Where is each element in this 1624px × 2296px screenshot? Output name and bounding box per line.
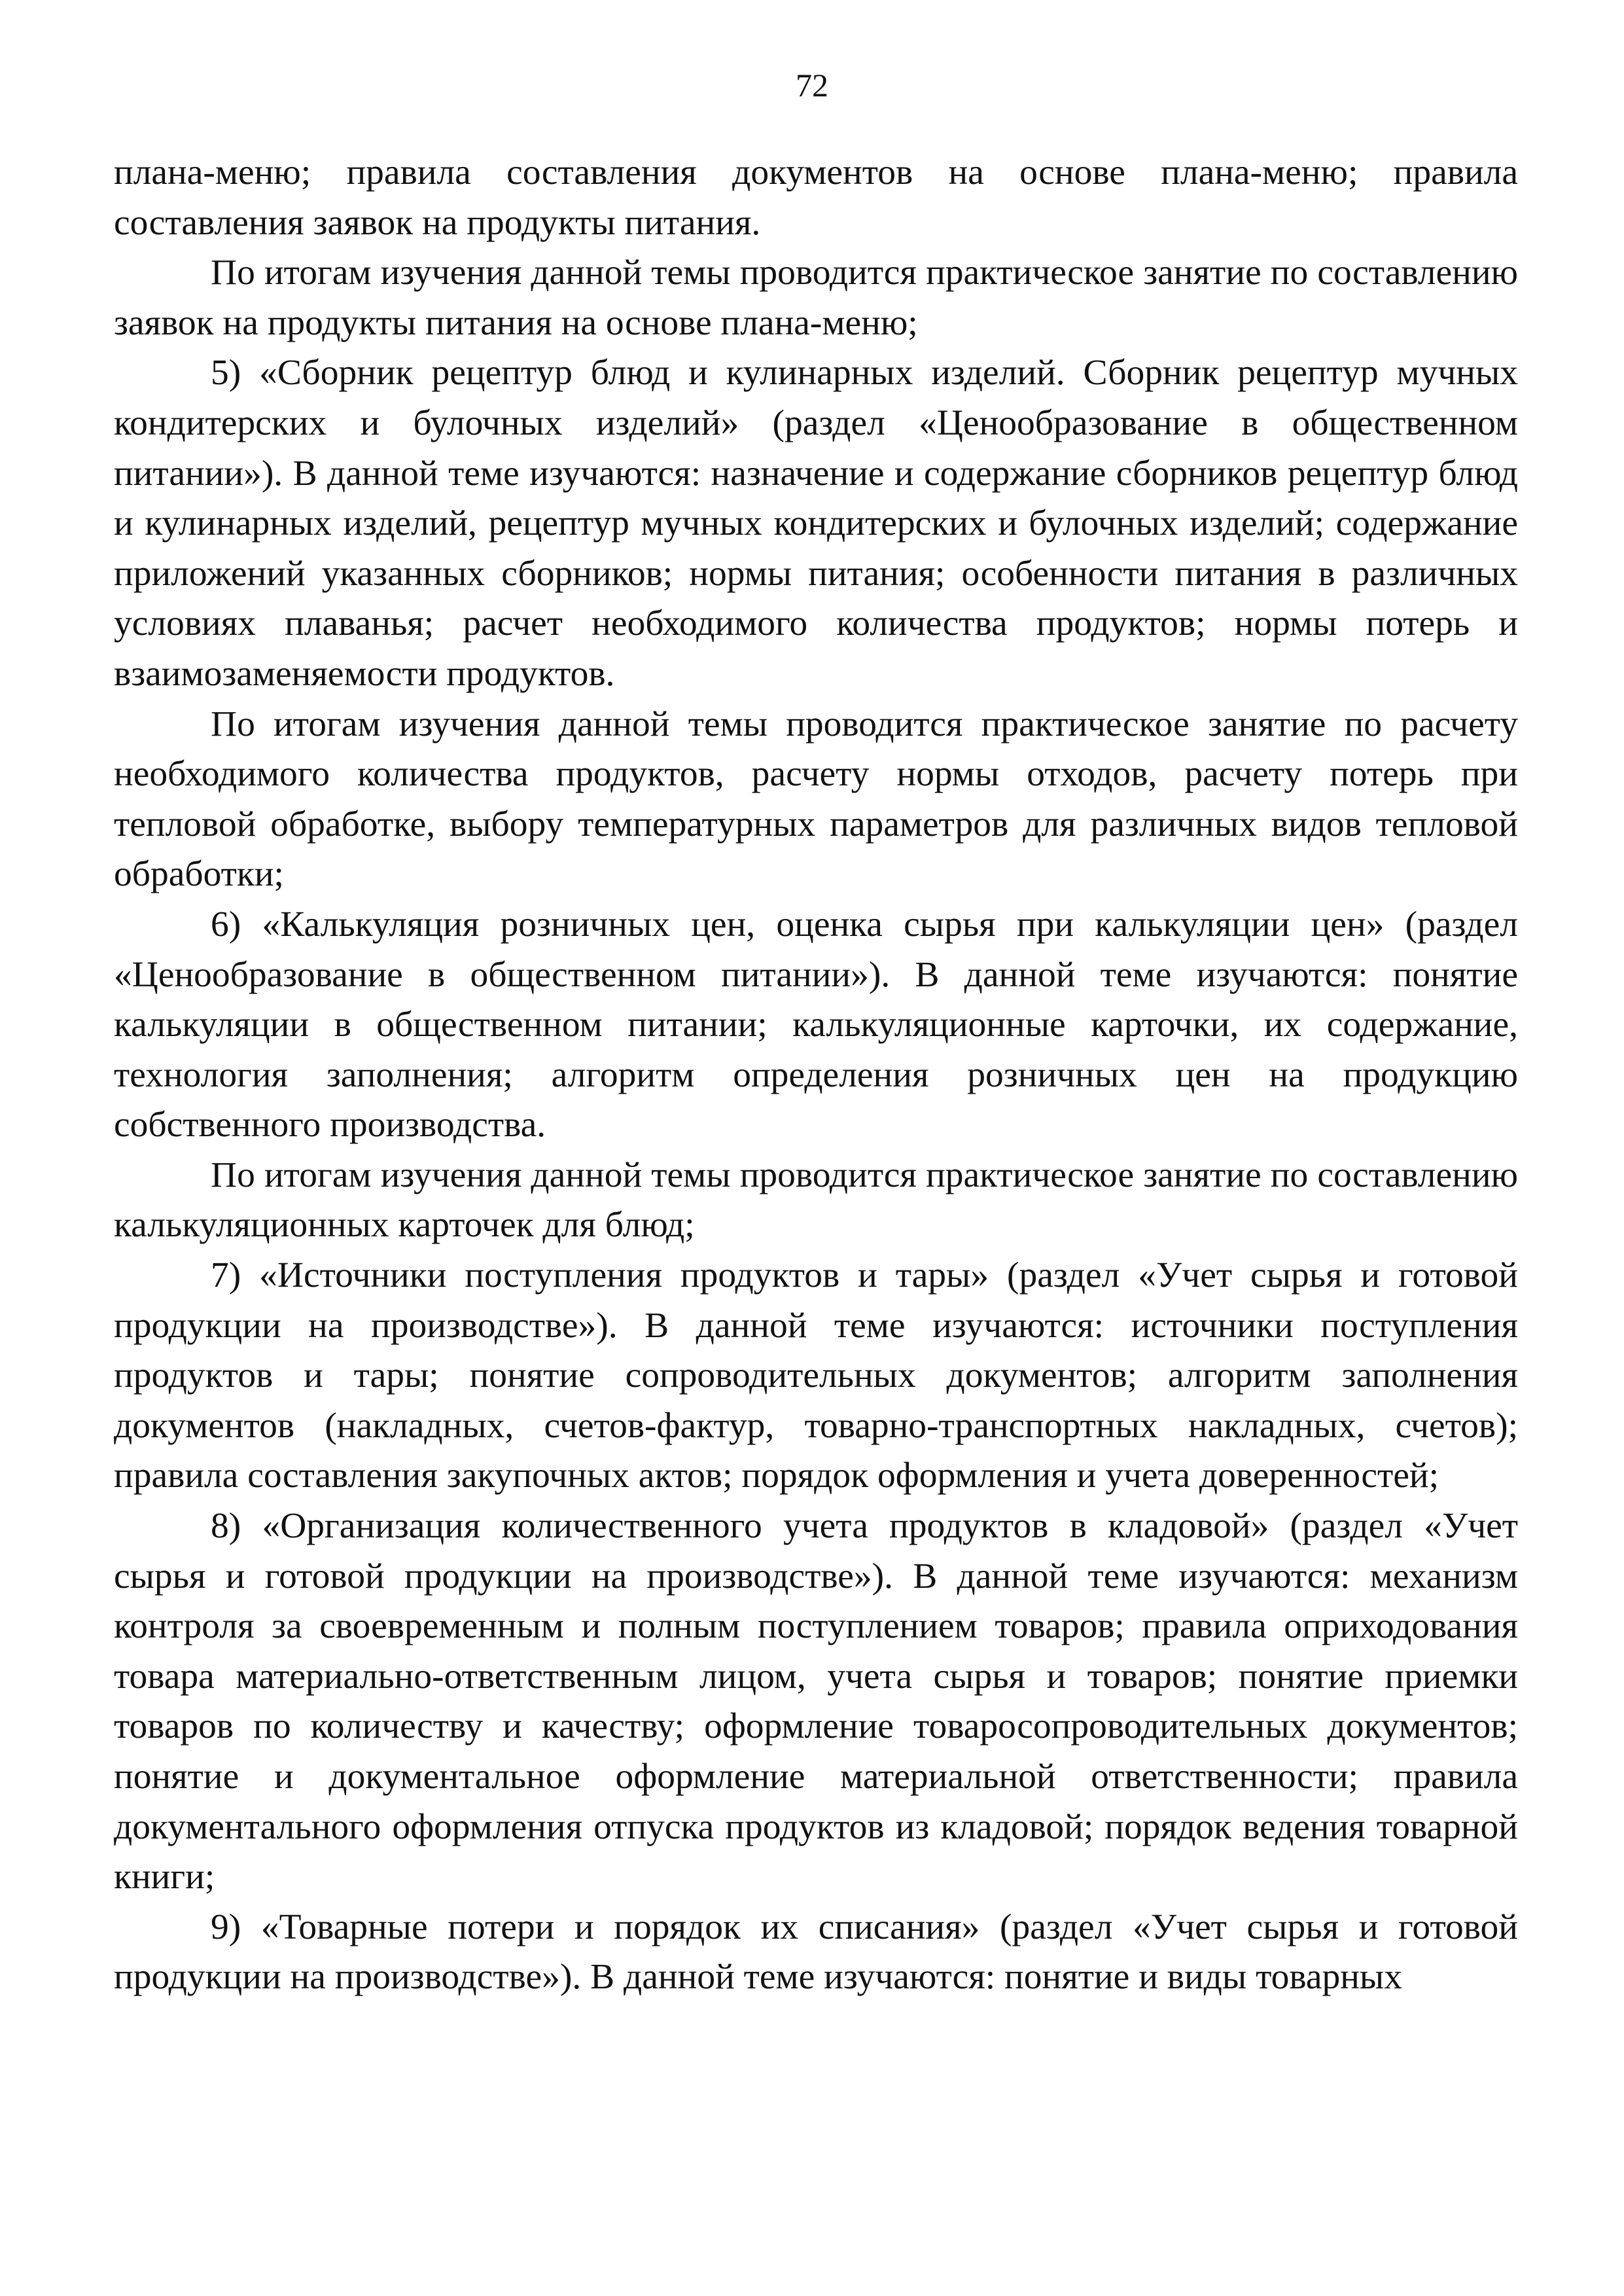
paragraph-6: По итогам изучения данной темы проводится практическое занятие по составлению калькуляционных карточек для блюд; [114, 1155, 1518, 1246]
paragraph-7: 7) «Источники поступления продуктов и тары» (раздел «Учет сырья и готовой продукции на производстве»). В данной теме изучаются: источники поступления продуктов и тары; понятие сопроводительных документов; алгоритм заполнения документов (накладных, счетов-фактур, товарно-транспортных накладных, счетов); правила составления закупочных актов; порядок оформления и учета доверенностей; [114, 1255, 1518, 1496]
paragraph-4: По итогам изучения данной темы проводится практическое занятие по расчету необходимого количества продуктов, расчету нормы отходов, расчету потерь при тепловой обработке, выбору температурных параметров для различных видов тепловой обработки; [114, 704, 1518, 895]
body-text [114, 148, 1518, 2003]
page-number: 72 [796, 67, 828, 103]
paragraph-2: По итогам изучения данной темы проводится практическое занятие по составлению заявок на продукты питания на основе плана-меню; [114, 253, 1518, 343]
paragraph-8: 8) «Организация количественного учета продуктов в кладовой» (раздел «Учет сырья и готовой продукции на производстве»). В данной теме изучаются: механизм контроля за своевременным и полным поступлением товаров; правила оприходования товара материально-ответственным лицом, учета сырья и товаров; понятие приемки товаров по количеству и качеству; оформление товаросопроводительных документов; понятие и документальное оформление материальной ответственности; правила документального оформления отпуска продуктов из кладовой; порядок ведения товарной книги; [114, 1506, 1518, 1897]
paragraph-1: плана-меню; правила составления документов на основе плана-меню; правила составления заявок на продукты питания. [114, 152, 1518, 243]
paragraph-3: 5) «Сборник рецептур блюд и кулинарных изделий. Сборник рецептур мучных кондитерских и булочных изделий» (раздел «Ценообразование в общественном питании»). В данной теме изучаются: назначение и содержание сборников рецептур блюд и кулинарных изделий, рецептур мучных кондитерских и булочных изделий; содержание приложений указанных сборников; нормы питания; особенности питания в различных условиях плаванья; расчет необходимого количества продуктов; нормы потерь и взаимозаменяемости продуктов. [114, 353, 1518, 694]
paragraph-9: 9) «Товарные потери и порядок их списания» (раздел «Учет сырья и готовой продукции на производстве»). В данной теме изучаются: понятие и виды товарных [114, 1907, 1518, 1998]
paragraph-5: 6) «Калькуляция розничных цен, оценка сырья при калькуляции цен» (раздел «Ценообразование в общественном питании»). В данной теме изучаются: понятие калькуляции в общественном питании; калькуляционные карточки, их содержание, технология заполнения; алгоритм определения розничных цен на продукцию собственного производства. [114, 904, 1518, 1145]
